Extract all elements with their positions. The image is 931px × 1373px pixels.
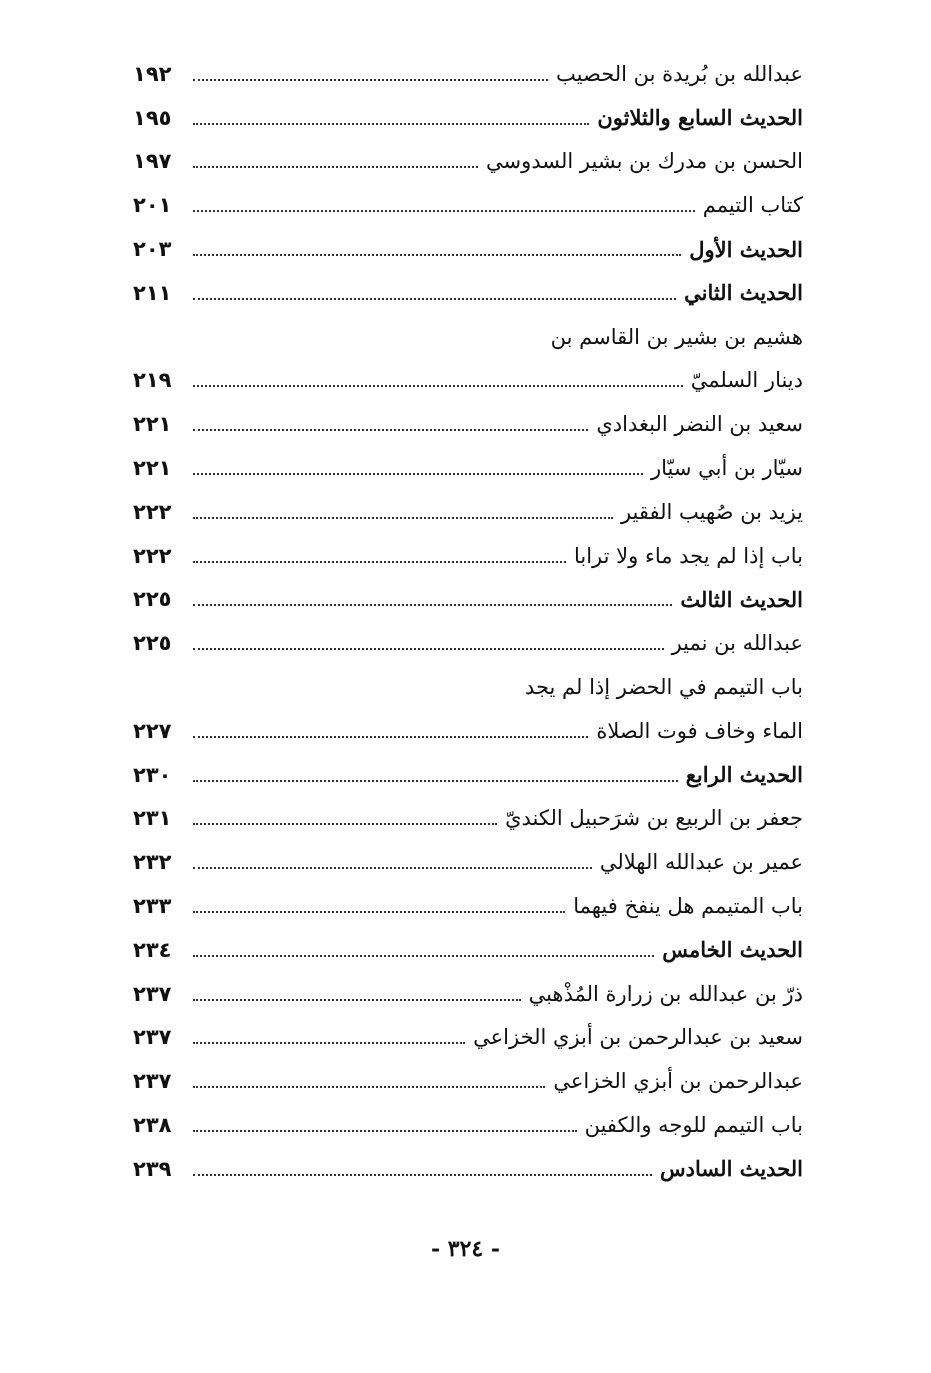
toc-row [133, 709, 803, 753]
entry-title: هشيم بن بشير بن القاسم بن [550, 324, 803, 349]
toc-heading-row [133, 753, 803, 797]
dot-leader [193, 736, 588, 738]
entry-title: يزيد بن صُهيب الفقير [620, 499, 803, 524]
entry-page-number: ٢٣٨ [133, 1113, 172, 1138]
toc-row [133, 884, 803, 928]
dot-leader [193, 298, 676, 300]
entry-page-number: ٢٢٢ [133, 543, 172, 568]
toc-row [133, 621, 803, 665]
entry-title: الحديث الثالث [680, 586, 803, 612]
entry-title: الحديث السادس [660, 1156, 803, 1182]
toc-row [133, 140, 803, 184]
dot-leader [193, 385, 683, 387]
toc-row [133, 359, 803, 403]
entry-title: سعيد بن عبدالرحمن بن أبزي الخزاعي [473, 1025, 803, 1050]
dot-leader [193, 561, 566, 563]
dot-leader [193, 79, 548, 81]
entry-page-number: ٢١٩ [133, 368, 172, 393]
toc-row [133, 183, 803, 227]
toc-heading-row [133, 271, 803, 315]
dot-leader [193, 604, 672, 606]
dot-leader [193, 254, 681, 256]
dot-leader [193, 1086, 545, 1088]
entry-page-number: ٢٠١ [133, 193, 172, 218]
toc-row [133, 797, 803, 841]
dot-leader [193, 517, 613, 519]
entry-page-number: ٢٣٠ [133, 762, 172, 787]
entry-title: باب التيمم في الحضر إذا لم يجد [524, 675, 803, 700]
entry-page-number: ٢٣٧ [133, 981, 172, 1006]
entry-page-number: ٢٣٧ [133, 1025, 172, 1050]
toc-row [133, 446, 803, 490]
entry-page-number: ٢٢٢ [133, 499, 172, 524]
toc-row [133, 1103, 803, 1147]
toc-heading-row [133, 1147, 803, 1191]
page-number: - ٣٢٤ - [430, 1236, 501, 1262]
entry-title: دينار السلميّ [690, 368, 803, 393]
entry-title: الحديث الخامس [662, 937, 803, 963]
toc-row [133, 315, 803, 359]
dot-leader [193, 1130, 577, 1132]
entry-page-number: ٢١١ [133, 280, 172, 305]
dot-leader [193, 911, 565, 913]
dot-leader [193, 1174, 652, 1176]
dot-leader [193, 999, 521, 1001]
toc-row [133, 490, 803, 534]
entry-title: الحسن بن مدرك بن بشير السدوسي [486, 149, 803, 174]
entry-title: عمير بن عبدالله الهلالي [599, 850, 803, 875]
entry-page-number: ٢٣١ [133, 806, 172, 831]
entry-title: الحديث الأول [689, 236, 803, 262]
entry-title: كتاب التيمم [702, 193, 803, 218]
entry-page-number: ٢٢٥ [133, 587, 172, 612]
dot-leader [193, 823, 497, 825]
entry-title: الحديث السابع والثلاثون [597, 105, 803, 131]
dot-leader [193, 648, 664, 650]
entry-page-number: ٢٣٢ [133, 850, 172, 875]
entry-title: باب التيمم للوجه والكفين [584, 1113, 803, 1138]
toc-row [133, 665, 803, 709]
entry-page-number: ١٩٢ [133, 61, 172, 86]
entry-page-number: ٢٢١ [133, 412, 172, 437]
entry-title: عبدالله بن بُريدة بن الحصيب [556, 61, 803, 86]
entry-title: سعيد بن النضر البغدادي [596, 412, 803, 437]
dot-leader [193, 429, 588, 431]
dot-leader [193, 123, 589, 125]
entry-page-number: ٢٣٧ [133, 1069, 172, 1094]
entry-page-number: ٢٣٤ [133, 937, 172, 962]
dot-leader [193, 166, 478, 168]
entry-title: ذرّ بن عبدالله بن زرارة المُذْهبي [528, 981, 803, 1006]
entry-page-number: ٢٢٥ [133, 631, 172, 656]
dot-leader [193, 867, 592, 869]
dot-leader [193, 780, 678, 782]
dot-leader [193, 955, 654, 957]
toc-heading-row [133, 96, 803, 140]
entry-title: باب إذا لم يجد ماء ولا ترابا [573, 543, 803, 568]
table-of-contents [133, 52, 803, 1191]
entry-title: سيّار بن أبي سيّار [651, 456, 803, 481]
entry-title: الماء وخاف فوت الصلاة [596, 718, 803, 743]
dot-leader [193, 210, 695, 212]
toc-row [133, 402, 803, 446]
entry-title: عبدالله بن نمير [671, 631, 803, 656]
entry-title: الحديث الرابع [685, 762, 803, 788]
entry-title: باب المتيمم هل ينفخ فيهما [573, 894, 803, 919]
toc-row [133, 52, 803, 96]
toc-heading-row [133, 227, 803, 271]
entry-page-number: ١٩٧ [133, 149, 172, 174]
toc-row [133, 534, 803, 578]
entry-title: جعفر بن الربيع بن شرَحبيل الكنديّ [505, 806, 803, 831]
toc-row [133, 972, 803, 1016]
entry-title: الحديث الثاني [684, 280, 803, 306]
entry-page-number: ١٩٥ [133, 105, 172, 130]
toc-heading-row [133, 928, 803, 972]
entry-page-number: ٢٢٧ [133, 718, 172, 743]
entry-title: عبدالرحمن بن أبزي الخزاعي [553, 1069, 803, 1094]
toc-row [133, 840, 803, 884]
toc-row [133, 1016, 803, 1060]
dot-leader [193, 473, 643, 475]
entry-page-number: ٢٠٣ [133, 237, 172, 262]
toc-heading-row [133, 578, 803, 622]
entry-page-number: ٢٢١ [133, 456, 172, 481]
dot-leader [193, 1042, 465, 1044]
entry-page-number: ٢٣٩ [133, 1156, 172, 1181]
toc-row [133, 1059, 803, 1103]
entry-page-number: ٢٣٣ [133, 894, 172, 919]
